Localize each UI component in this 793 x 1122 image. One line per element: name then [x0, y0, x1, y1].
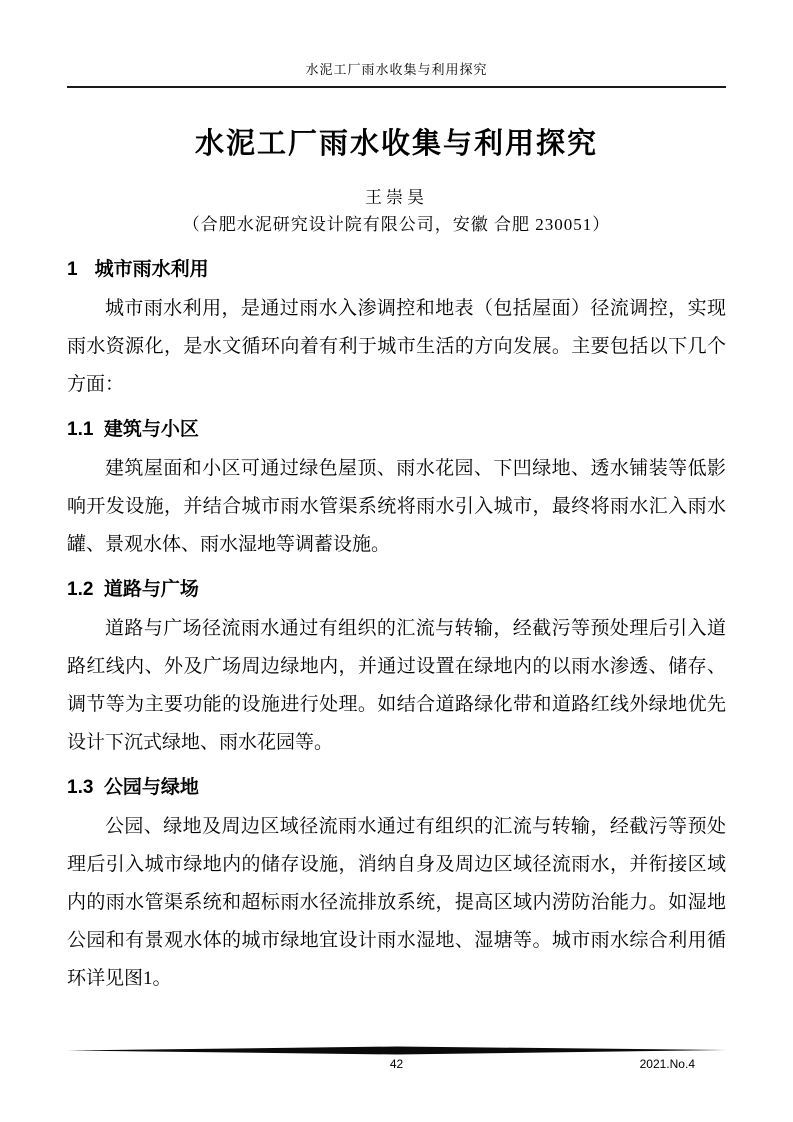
running-header: 水泥工厂雨水收集与利用探究 — [67, 62, 726, 88]
section-number: 1 — [67, 259, 78, 280]
section-number: 1.2 — [67, 579, 94, 600]
page-content — [0, 62, 793, 998]
section-heading-1 — [67, 257, 726, 282]
section-heading-1-2 — [67, 577, 726, 602]
section-heading-1-1 — [67, 417, 726, 442]
author-name: 王崇昊 — [365, 188, 428, 207]
footer-rule — [67, 1046, 726, 1055]
paper-title: 水泥工厂雨水收集与利用探究 — [194, 128, 598, 160]
paragraph: 公园、绿地及周边区域径流雨水通过有组织的汇流与转输，经截污等预处理后引入城市绿地内的储存设施，消纳自身及周边区域径流雨水，并衔接区域内的雨水管渠系统和超标雨水径流排放系统，提高区域内涝防治能力。如湿地公园和有景观水体的城市绿地宜设计雨水湿地、湿塘等。城市雨水综合利用循环详见图1。 — [67, 816, 726, 989]
section-title: 道路与广场 — [103, 579, 199, 600]
paragraph: 道路与广场径流雨水通过有组织的汇流与转输，经截污等预处理后引入道路红线内、外及广场周边绿地内，并通过设置在绿地内的以雨水渗透、储存、调节等为主要功能的设施进行处理。如结合道路绿化带和道路红线外绿地优先设计下沉式绿地、雨水花园等。 — [67, 618, 726, 753]
author-affiliation: （合肥水泥研究设计院有限公司，安徽 合肥 230051） — [182, 215, 611, 234]
section-title: 城市雨水利用 — [94, 259, 209, 280]
section-title: 建筑与小区 — [103, 419, 199, 440]
section-number: 1.3 — [67, 777, 94, 798]
page-number: 42 — [389, 1057, 404, 1071]
issue-label: 2021.No.4 — [639, 1057, 695, 1071]
page-footer — [0, 1056, 793, 1072]
paragraph: 城市雨水利用，是通过雨水入渗调控和地表（包括屋面）径流调控，实现雨水资源化，是水文循环向着有利于城市生活的方向发展。主要包括以下几个方面： — [67, 298, 726, 395]
section-heading-1-3 — [67, 775, 726, 800]
section-title: 公园与绿地 — [103, 777, 199, 798]
paragraph: 建筑屋面和小区可通过绿色屋顶、雨水花园、下凹绿地、透水铺装等低影响开发设施，并结合城市雨水管渠系统将雨水引入城市，最终将雨水汇入雨水罐、景观水体、雨水湿地等调蓄设施。 — [67, 458, 726, 555]
section-number: 1.1 — [67, 419, 94, 440]
